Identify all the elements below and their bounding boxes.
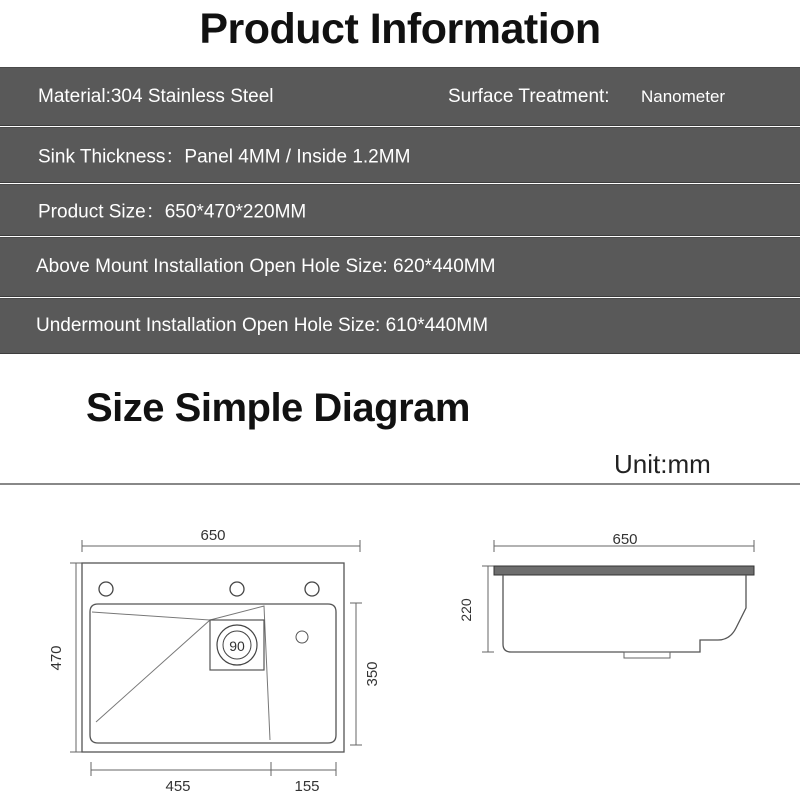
- side-drain-outlet: [624, 652, 670, 658]
- top-width-text: 650: [200, 527, 226, 544]
- side-view-width-text: 650: [612, 531, 638, 548]
- above-mount-text: Above Mount Installation Open Hole Size: 620*440MM: [36, 256, 496, 277]
- product-info-title: Product Information: [199, 5, 601, 53]
- soap-hole: [296, 631, 308, 643]
- basin-slope-facet: [92, 612, 210, 722]
- tap-hole-right: [305, 582, 319, 596]
- sink-outer-frame: [82, 563, 344, 752]
- basin-slope-facet-right: [210, 606, 270, 740]
- product-size-text: Product Size：650*470*220MM: [38, 201, 307, 223]
- surface-treatment-label: Surface Treatment:: [448, 85, 610, 107]
- tap-hole-left: [99, 582, 113, 596]
- side-view-height-text: 220: [458, 598, 474, 622]
- drain-size-text: 90: [229, 638, 245, 654]
- unit-label: Unit:mm: [614, 449, 711, 479]
- side-rim: [494, 566, 754, 575]
- basin-height-text: 350: [364, 661, 381, 687]
- thickness-text: Sink Thickness：Panel 4MM / Inside 1.2MM: [38, 146, 411, 168]
- surface-treatment-value: Nanometer: [641, 86, 726, 106]
- undermount-text: Undermount Installation Open Hole Size: 610*440MM: [36, 315, 489, 336]
- basin-width-text: 455: [165, 778, 191, 795]
- material-text: Material:304 Stainless Steel: [38, 85, 274, 107]
- top-height-text: 470: [48, 645, 65, 671]
- diagram-title: Size Simple Diagram: [86, 386, 470, 430]
- side-width-text: 155: [294, 778, 320, 795]
- tap-hole-middle: [230, 582, 244, 596]
- side-body: [503, 575, 746, 652]
- top-view: [70, 540, 362, 776]
- side-view: [482, 540, 754, 658]
- basin-outline: [90, 604, 336, 743]
